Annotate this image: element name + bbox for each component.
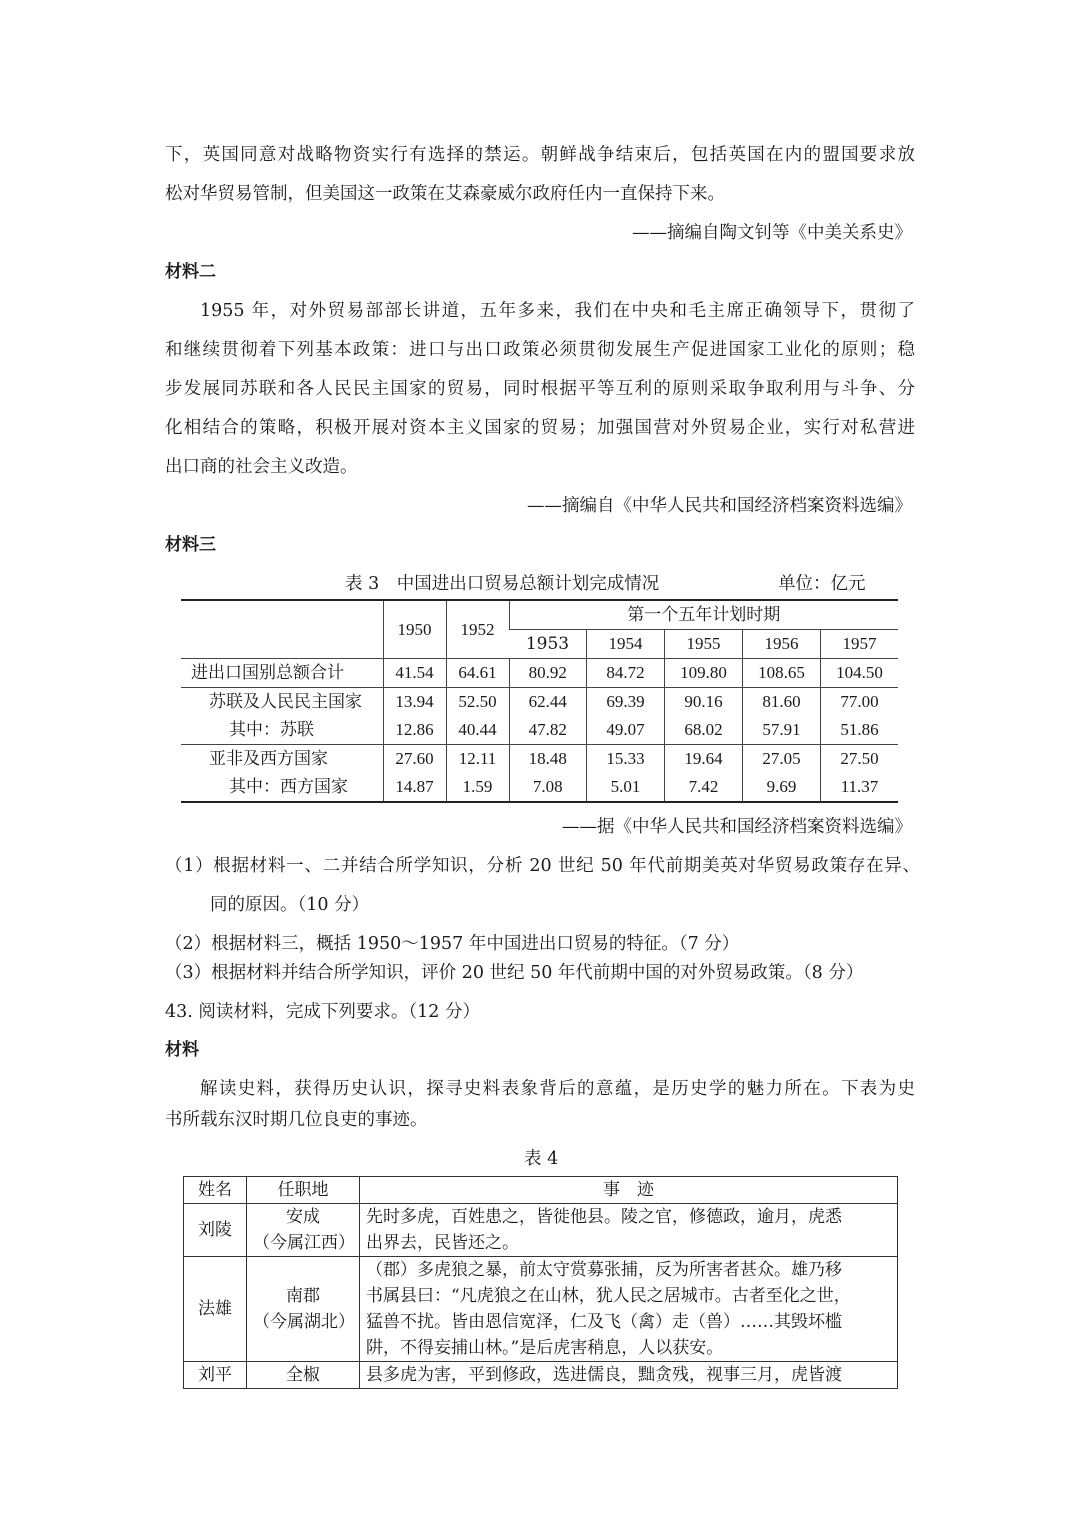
cell: 27.05	[743, 745, 821, 774]
place-line: （今属湖北）	[253, 1312, 355, 1332]
table-header-year: 1957	[821, 630, 899, 659]
paragraph-line: 和继续贯彻着下列基本政策：进口与出口政策必须贯彻发展生产促进国家工业化的原则；稳	[165, 340, 915, 360]
paragraph-line: 1955 年，对外贸易部部长讲道，五年多来，我们在中央和毛主席正确领导下，贯彻了	[200, 301, 915, 321]
table-header-year: 1953	[509, 630, 587, 659]
table-row	[181, 716, 898, 745]
paragraph-line: 解读史料，获得历史认识，探寻史料表象背后的意蕴，是历史学的魅力所在。下表为史	[200, 1079, 915, 1099]
table-row	[184, 1204, 898, 1257]
table-header: 姓名	[184, 1177, 247, 1204]
place-line: 南郡	[286, 1286, 320, 1306]
source-citation: ——摘编自陶文钊等《中美关系史》	[632, 223, 912, 243]
paragraph-line: 步发展同苏联和各人民民主国家的贸易，同时根据平等互利的原则采取争取利用与斗争、分	[165, 379, 915, 399]
table-header: 事 迹	[360, 1177, 898, 1204]
deed-line: 出界去，民皆还之。	[366, 1233, 519, 1253]
cell: 12.86	[383, 716, 446, 745]
section-heading: 材料二	[165, 262, 216, 282]
cell: 13.94	[383, 688, 446, 717]
row-label: 其中：西方国家	[229, 777, 348, 797]
cell: 12.11	[446, 745, 509, 774]
table-header-row	[184, 1177, 898, 1204]
cell: 69.39	[587, 688, 665, 717]
officials-table	[183, 1176, 898, 1389]
cell: 27.60	[383, 745, 446, 774]
table-header-year: 1952	[446, 600, 509, 659]
cell: 18.48	[509, 745, 587, 774]
deed-line: 阱，不得妄捕山林。”是后虎害稍息，人以获安。	[366, 1338, 724, 1358]
cell: 51.86	[821, 716, 899, 745]
cell: 1.59	[446, 773, 509, 802]
cell: 52.50	[446, 688, 509, 717]
cell: 57.91	[743, 716, 821, 745]
row-label: 亚非及西方国家	[181, 745, 383, 774]
table-row	[184, 1257, 898, 1362]
cell: 11.37	[821, 773, 899, 802]
official-place	[247, 1204, 360, 1257]
row-label: 其中：苏联	[229, 720, 314, 740]
deed-line: （郡）多虎狼之暴，前太守赏募张捕，反为所害者甚众。雄乃移	[366, 1260, 842, 1280]
cell: 68.02	[665, 716, 743, 745]
paragraph-line: 化相结合的策略，积极开展对资本主义国家的贸易；加强国营对外贸易企业，实行对私营进	[165, 418, 915, 438]
cell: 64.61	[446, 659, 509, 688]
official-name: 刘平	[184, 1362, 247, 1389]
official-name: 法雄	[184, 1257, 247, 1362]
question-text: （3）根据材料并结合所学知识，评价 20 世纪 50 年代前期中国的对外贸易政策。（8 分）	[165, 963, 864, 983]
section-heading: 材料	[165, 1040, 199, 1060]
table-header-year: 1956	[743, 630, 821, 659]
question-number: 43. 阅读材料，完成下列要求。（12 分）	[165, 1002, 480, 1022]
table-header-year: 1955	[665, 630, 743, 659]
table-row	[181, 773, 898, 802]
paragraph-line: 书所载东汉时期几位良吏的事迹。	[165, 1110, 428, 1130]
question-text: （2）根据材料三，概括 1950～1957 年中国进出口贸易的特征。（7 分）	[165, 934, 740, 954]
table-header: 任职地	[247, 1177, 360, 1204]
table-row	[181, 745, 898, 774]
cell: 62.44	[509, 688, 587, 717]
source-citation: ——摘编自《中华人民共和国经济档案资料选编》	[527, 496, 912, 516]
table-header-year: 1950	[383, 600, 446, 659]
official-place	[247, 1257, 360, 1362]
table-caption: 表 4	[524, 1149, 559, 1169]
deed-line: 先时多虎，百姓患之，皆徙他县。陵之官，修德政，逾月，虎悉	[366, 1207, 842, 1227]
cell: 80.92	[509, 659, 587, 688]
official-place: 全椒	[247, 1362, 360, 1389]
table-row	[181, 659, 898, 688]
official-deed	[360, 1257, 898, 1362]
source-citation: ——据《中华人民共和国经济档案资料选编》	[562, 817, 912, 837]
cell: 40.44	[446, 716, 509, 745]
cell: 9.69	[743, 773, 821, 802]
paragraph-line: 松对华贸易管制，但美国这一政策在艾森豪威尔政府任内一直保持下来。	[165, 184, 725, 204]
cell: 41.54	[383, 659, 446, 688]
row-label: 苏联及人民民主国家	[181, 688, 383, 717]
cell: 84.72	[587, 659, 665, 688]
cell: 109.80	[665, 659, 743, 688]
official-name: 刘陵	[184, 1204, 247, 1257]
table-header-period: 第一个五年计划时期	[509, 600, 898, 630]
cell: 15.33	[587, 745, 665, 774]
place-line: 安成	[286, 1207, 320, 1227]
cell: 104.50	[821, 659, 899, 688]
cell: 77.00	[821, 688, 899, 717]
official-deed	[360, 1204, 898, 1257]
cell: 27.50	[821, 745, 899, 774]
question-text: （1）根据材料一、二并结合所学知识，分析 20 世纪 50 年代前期美英对华贸易政策存在异、	[165, 856, 920, 876]
cell: 108.65	[743, 659, 821, 688]
cell: 14.87	[383, 773, 446, 802]
cell: 49.07	[587, 716, 665, 745]
section-heading: 材料三	[165, 535, 216, 555]
question-text: 同的原因。（10 分）	[210, 895, 370, 915]
trade-table	[181, 599, 898, 803]
cell: 90.16	[665, 688, 743, 717]
cell: 47.82	[509, 716, 587, 745]
table-row	[181, 688, 898, 717]
place-line: （今属江西）	[253, 1233, 355, 1253]
row-label: 进出口国别总额合计	[181, 659, 383, 688]
table-caption: 表 3 中国进出口贸易总额计划完成情况	[345, 574, 660, 594]
paragraph-line: 下，英国同意对战略物资实行有选择的禁运。朝鲜战争结束后，包括英国在内的盟国要求放	[165, 145, 915, 165]
table-header-year: 1954	[587, 630, 665, 659]
cell: 7.08	[509, 773, 587, 802]
cell: 19.64	[665, 745, 743, 774]
table-row	[184, 1362, 898, 1389]
cell: 81.60	[743, 688, 821, 717]
deed-line: 书属县曰：“凡虎狼之在山林，犹人民之居城市。古者至化之世，	[366, 1286, 851, 1306]
cell: 5.01	[587, 773, 665, 802]
table-header-blank	[181, 600, 383, 659]
paragraph-line: 出口商的社会主义改造。	[165, 457, 358, 477]
table-unit: 单位：亿元	[778, 574, 866, 594]
official-deed: 县多虎为害，平到修政，选进儒良，黜贪残，视事三月，虎皆渡	[360, 1362, 898, 1389]
cell: 7.42	[665, 773, 743, 802]
deed-line: 猛兽不扰。皆由恩信宽泽，仁及飞（禽）走（兽）……其毁坏槛	[366, 1312, 842, 1332]
